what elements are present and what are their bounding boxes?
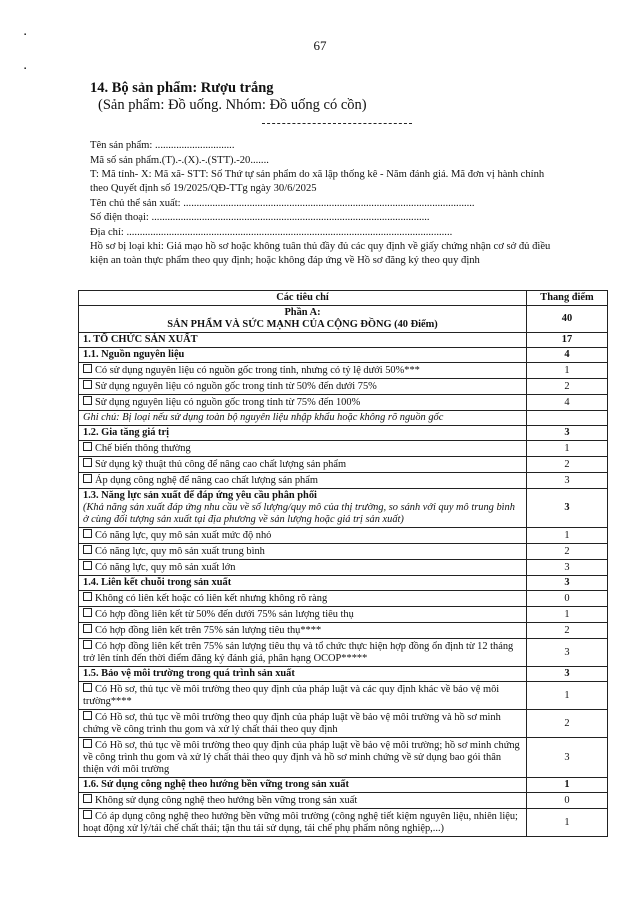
checkbox-icon[interactable] <box>83 683 92 692</box>
checkbox-icon[interactable] <box>83 711 92 720</box>
score-cell: 4 <box>527 395 608 411</box>
option-label: Sử dụng kỹ thuật thủ công để nâng cao chất lượng sản phẩm <box>95 459 347 470</box>
score-cell: 17 <box>527 333 608 348</box>
score-cell: 1 <box>527 778 608 793</box>
score-cell: 1 <box>527 363 608 379</box>
table-row <box>79 333 608 348</box>
part-title: SẢN PHẨM VÀ SỨC MẠNH CỦA CỘNG ĐỒNG (40 Điểm) <box>167 319 438 330</box>
criterion-note: (Khả năng sản xuất đáp ứng nhu cầu về số lượng/quy mô của thị trường, so sánh với quy mô trung bình ở cùng đối tượng sản xuất tại địa phương về sản lượng hoặc giá trị sản xuất) <box>83 502 515 525</box>
header-score: Thang điểm <box>527 291 608 306</box>
score-cell: 2 <box>527 544 608 560</box>
score-cell: 4 <box>527 348 608 363</box>
checkbox-icon[interactable] <box>83 810 92 819</box>
option-label: Không sử dụng công nghệ theo hướng bền vững trong sản xuất <box>95 795 358 806</box>
option-label: Có Hồ sơ, thủ tục về môi trường theo quy định của pháp luật về bảo vệ môi trường; hồ sơ minh chứng về công trình thu gom và xử lý chất thải theo quy định và hồ sơ minh chứng về sử dụng bao gói thân thiện với môi trường <box>83 740 520 775</box>
product-code-line: Mã số sản phẩm.(T).-.(X).-.(STT).-20....... <box>90 155 269 166</box>
option-label: Có hợp đồng liên kết trên 75% sản lượng tiêu thụ và tổ chức thực hiện hợp đồng ổn định từ 12 tháng trở lên tính đến thời điểm đăng ký đánh giá, phân hạng OCOP***** <box>83 641 514 664</box>
table-row <box>79 473 608 489</box>
checkbox-icon[interactable] <box>83 442 92 451</box>
table-row <box>79 809 608 837</box>
option-label: Có năng lực, quy mô sản xuất lớn <box>95 562 236 573</box>
table-row <box>79 363 608 379</box>
table-row <box>79 682 608 710</box>
table-row <box>79 489 608 528</box>
checkbox-icon[interactable] <box>83 640 92 649</box>
option-label: Chế biến thông thường <box>95 443 191 454</box>
criterion-group-cell <box>79 489 527 528</box>
score-cell: 3 <box>527 489 608 528</box>
option-label: Áp dụng công nghệ để nâng cao chất lượng sản phẩm <box>95 475 318 486</box>
table-row <box>79 793 608 809</box>
table-row <box>79 528 608 544</box>
option-cell <box>79 738 527 778</box>
table-row <box>79 738 608 778</box>
table-row <box>79 426 608 441</box>
score-cell <box>527 411 608 426</box>
header-criteria: Các tiêu chí <box>79 291 527 306</box>
score-cell: 2 <box>527 623 608 639</box>
checkbox-icon[interactable] <box>83 396 92 405</box>
option-label: Có Hồ sơ, thủ tục về môi trường theo quy định của pháp luật và các quy định khác về bảo vệ môi trường**** <box>83 684 500 707</box>
note-cell: Ghi chú: Bị loại nếu sử dụng toàn bộ nguyên liệu nhập khẩu hoặc không rõ nguồn gốc <box>79 411 527 426</box>
score-cell: 1 <box>527 528 608 544</box>
option-label: Có hợp đồng liên kết từ 50% đến dưới 75% sản lượng tiêu thụ <box>95 609 354 620</box>
table-row <box>79 607 608 623</box>
table-row <box>79 379 608 395</box>
option-cell <box>79 682 527 710</box>
table-row <box>79 348 608 363</box>
criterion-heading: 1.3. Năng lực sản xuất để đáp ứng yêu cầu phân phối <box>83 490 317 501</box>
table-row <box>79 639 608 667</box>
score-cell: 0 <box>527 793 608 809</box>
option-cell <box>79 395 527 411</box>
checkbox-icon[interactable] <box>83 608 92 617</box>
option-cell <box>79 607 527 623</box>
section-subtitle: (Sản phẩm: Đồ uống. Nhóm: Đồ uống có cồn) <box>98 97 367 113</box>
checkbox-icon[interactable] <box>83 380 92 389</box>
score-cell: 3 <box>527 667 608 682</box>
product-code-note: T: Mã tỉnh- X: Mã xã- STT: Số Thứ tự sản phẩm do xã lập thống kê - Năm đánh giá. Mã đơn vị hành chính theo Quyết định số 19/2025/QĐ-TTg ngày 30/6/2025 <box>90 169 545 195</box>
address-line: Địa chỉ: ........................................................................................................................... <box>90 227 453 238</box>
option-label: Sử dụng nguyên liệu có nguồn gốc trong tỉnh từ 75% đến 100% <box>95 397 361 408</box>
table-row <box>79 306 608 333</box>
criterion-heading: 1. TỔ CHỨC SẢN XUẤT <box>79 333 527 348</box>
criterion-heading: 1.2. Gia tăng giá trị <box>79 426 527 441</box>
score-cell: 1 <box>527 682 608 710</box>
option-label: Có Hồ sơ, thủ tục về môi trường theo quy định của pháp luật về bảo vệ môi trường và hồ sơ minh chứng về công trình thu gom và xử lý chất thải theo quy định <box>83 712 501 735</box>
table-row <box>79 778 608 793</box>
option-cell <box>79 639 527 667</box>
criteria-table <box>78 290 608 837</box>
table-row <box>79 576 608 591</box>
score-cell: 3 <box>527 639 608 667</box>
score-cell: 3 <box>527 576 608 591</box>
option-cell <box>79 544 527 560</box>
table-row <box>79 457 608 473</box>
owner-line: Tên chủ thể sản xuất: .............................................................................................................. <box>90 198 475 209</box>
option-label: Có năng lực, quy mô sản xuất mức độ nhỏ <box>95 530 272 541</box>
option-label: Có sử dụng nguyên liệu có nguồn gốc trong tỉnh, nhưng có tỷ lệ dưới 50%*** <box>95 365 420 376</box>
table-row <box>79 667 608 682</box>
checkbox-icon[interactable] <box>83 529 92 538</box>
score-cell: 1 <box>527 809 608 837</box>
checkbox-icon[interactable] <box>83 545 92 554</box>
table-row <box>79 560 608 576</box>
score-cell: 0 <box>527 591 608 607</box>
option-cell <box>79 528 527 544</box>
score-cell: 2 <box>527 379 608 395</box>
checkbox-icon[interactable] <box>83 474 92 483</box>
score-cell: 2 <box>527 710 608 738</box>
checkbox-icon[interactable] <box>83 624 92 633</box>
phone-line: Số điện thoại: ......................................................................................................... <box>90 212 430 223</box>
margin-mark: ▪ <box>24 32 27 38</box>
option-cell <box>79 441 527 457</box>
score-cell: 3 <box>527 426 608 441</box>
score-cell: 1 <box>527 607 608 623</box>
option-cell <box>79 379 527 395</box>
part-heading-cell <box>79 306 527 333</box>
table-row <box>79 591 608 607</box>
product-name-line: Tên sản phẩm: .............................. <box>90 140 235 151</box>
criterion-heading: 1.1. Nguồn nguyên liệu <box>79 348 527 363</box>
option-cell <box>79 623 527 639</box>
option-cell <box>79 710 527 738</box>
score-cell: 40 <box>527 306 608 333</box>
table-header-row <box>79 291 608 306</box>
criterion-heading: 1.6. Sử dụng công nghệ theo hướng bền vững trong sản xuất <box>79 778 527 793</box>
criterion-heading: 1.4. Liên kết chuỗi trong sản xuất <box>79 576 527 591</box>
option-cell <box>79 591 527 607</box>
option-label: Không có liên kết hoặc có liên kết nhưng không rõ ràng <box>95 593 328 604</box>
option-cell <box>79 809 527 837</box>
page-number: 67 <box>313 38 327 53</box>
checkbox-icon[interactable] <box>83 592 92 601</box>
separator-line <box>262 123 412 124</box>
option-label: Có áp dụng công nghệ theo hướng bền vững môi trường (công nghệ tiết kiệm nguyên liệu, nhiên liệu; hoạt động xử lý/tái chế chất thải; tận thu tái sử dụng, tái chế phụ phẩm nông nghiệp,...) <box>83 811 518 834</box>
table-row <box>79 544 608 560</box>
checkbox-icon[interactable] <box>83 739 92 748</box>
option-label: Có năng lực, quy mô sản xuất trung bình <box>95 546 265 557</box>
score-cell: 3 <box>527 473 608 489</box>
checkbox-icon[interactable] <box>83 561 92 570</box>
checkbox-icon[interactable] <box>83 458 92 467</box>
score-cell: 3 <box>527 560 608 576</box>
checkbox-icon[interactable] <box>83 364 92 373</box>
table-row <box>79 395 608 411</box>
margin-mark: ▪ <box>24 66 27 72</box>
option-label: Sử dụng nguyên liệu có nguồn gốc trong tỉnh từ 50% đến dưới 75% <box>95 381 377 392</box>
score-cell: 3 <box>527 738 608 778</box>
part-label: Phần A: <box>284 307 321 318</box>
disqualify-note: Hồ sơ bị loại khi: Giả mạo hồ sơ hoặc không tuân thủ đầy đủ các quy định về giấy chứng nhận cơ sở đủ điều kiện an toàn thực phẩm theo quy định; hoặc không đáp ứng về Hồ sơ đăng ký theo quy định <box>90 241 551 267</box>
score-cell: 1 <box>527 441 608 457</box>
option-label: Có hợp đồng liên kết trên 75% sản lượng tiêu thụ**** <box>95 625 322 636</box>
table-row <box>79 411 608 426</box>
checkbox-icon[interactable] <box>83 794 92 803</box>
table-row <box>79 710 608 738</box>
table-row <box>79 623 608 639</box>
option-cell <box>79 457 527 473</box>
option-cell <box>79 560 527 576</box>
option-cell <box>79 473 527 489</box>
score-cell: 2 <box>527 457 608 473</box>
table-row <box>79 441 608 457</box>
option-cell <box>79 793 527 809</box>
criterion-heading: 1.5. Bảo vệ môi trường trong quá trình sản xuất <box>79 667 527 682</box>
section-title: 14. Bộ sản phẩm: Rượu trắng <box>90 80 274 96</box>
option-cell <box>79 363 527 379</box>
